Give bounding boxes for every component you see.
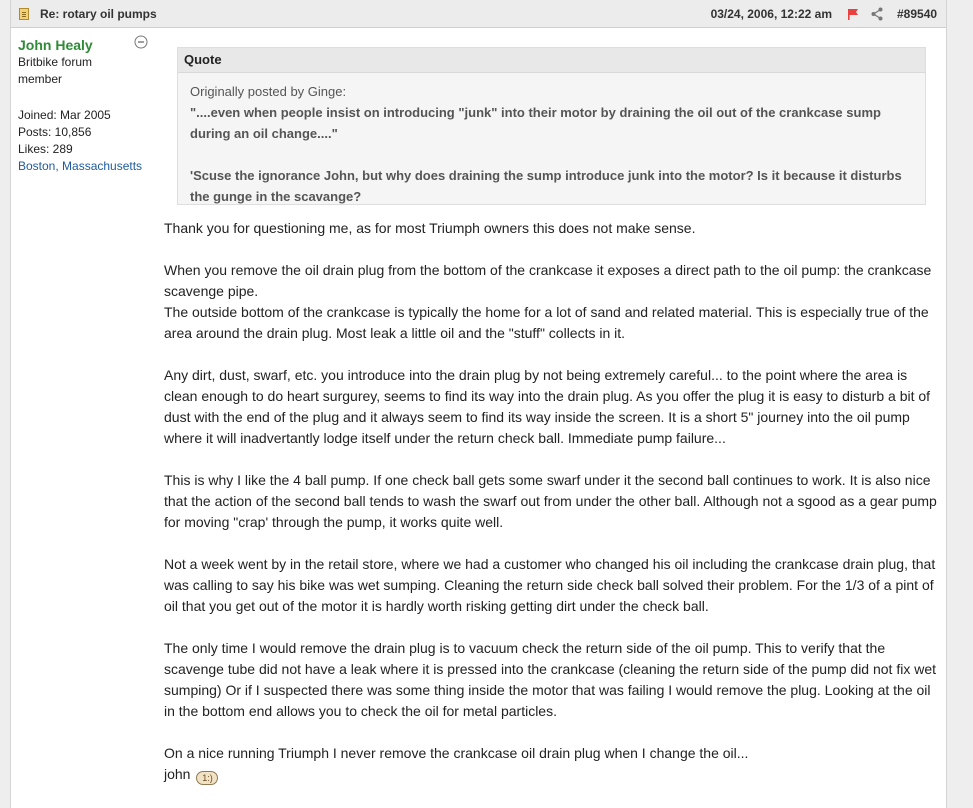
share-icon[interactable] (871, 7, 883, 21)
flag-icon[interactable] (847, 8, 859, 20)
quote-text: "....even when people insist on introducing "junk" into their motor by draining the oil out of the crankcase sump during an oil change...." (190, 105, 881, 141)
post-title: Re: rotary oil pumps (40, 7, 157, 21)
author-posts: Posts: 10,856 (18, 125, 92, 139)
author-location-link[interactable]: Boston, Massachusetts (18, 159, 143, 173)
post-header (11, 0, 946, 28)
message-paragraph: This is why I like the 4 ball pump. If one check ball gets some swarf under it the second ball continues to work. It is also nice that the action of the second ball tends to wash the swarf out from under the other ball. Although not a sgood as a gear pump for moving "crap' through the pump, it works quite well. (164, 472, 937, 530)
quote-text: 'Scuse the ignorance John, but why does draining the sump introduce junk into the motor? Is it because it disturbs the gunge in the scavange? (190, 168, 902, 204)
post-number-link[interactable]: #89540 (897, 7, 938, 21)
author-name-link[interactable]: John Healy (18, 37, 93, 53)
quote-heading: Quote (178, 48, 925, 73)
message-paragraph: Thank you for questioning me, as for most Triumph owners this does not make sense. (164, 220, 696, 236)
author-title: Britbike forum member (18, 55, 93, 86)
post-message (164, 218, 940, 785)
signature (164, 764, 940, 785)
message-paragraph: When you remove the oil drain plug from the bottom of the crankcase it exposes a direct path to the oil pump: the crankcase scavenge pipe. (164, 262, 932, 299)
offline-status-icon (134, 35, 148, 49)
signature-text: john (164, 766, 191, 782)
quote-block (177, 47, 926, 205)
author-info (18, 37, 158, 175)
author-joined: Joined: Mar 2005 (18, 108, 111, 122)
message-paragraph: The outside bottom of the crankcase is typically the home for a lot of sand and related material. This is especially true of the area around the drain plug. Most leak a little oil and the "stuff" collects in it. (164, 304, 929, 341)
smiley-icon: 1:) (196, 771, 218, 785)
quote-attribution: Originally posted by Ginge: (190, 84, 347, 99)
author-likes: Likes: 289 (18, 142, 73, 156)
forum-post (10, 0, 947, 808)
message-paragraph: The only time I would remove the drain plug is to vacuum check the return side of the oil pump. This to verify that the scavenge tube did not have a leak where it is pressed into the crankcase (cleaning the return side of the pump did not fix wet sumping) Or if I suspected there was some thing inside the motor that was failing I would remove the plug. Looking at the oil in the bottom end allows you to check the oil for metal particles. (164, 640, 937, 719)
message-paragraph: Any dirt, dust, swarf, etc. you introduce into the drain plug by not being extremely careful... to the point where the area is clean enough to do heart surgurey, seems to find its way into the drain plug. As you offer the plug it is easy to disturb a bit of dust with the end of the plug and it always seem to find its way inside the screen. It is a short 5" journey into the oil pump where it will inadvertantly lodge itself under the return check ball. Immediate pump failure... (164, 367, 931, 446)
message-paragraph: On a nice running Triumph I never remove the crankcase oil drain plug when I change the oil... (164, 745, 749, 761)
post-date: 03/24, 2006, 12:22 am (710, 7, 832, 21)
document-icon (19, 8, 29, 20)
message-paragraph: Not a week went by in the retail store, where we had a customer who changed his oil including the crankcase drain plug, that was calling to say his bike was wet sumping. Cleaning the return side check ball solved their problem. For the 1/3 of a pint of oil that you get out of the motor it is hardly worth risking getting dirt under the check ball. (164, 556, 936, 614)
